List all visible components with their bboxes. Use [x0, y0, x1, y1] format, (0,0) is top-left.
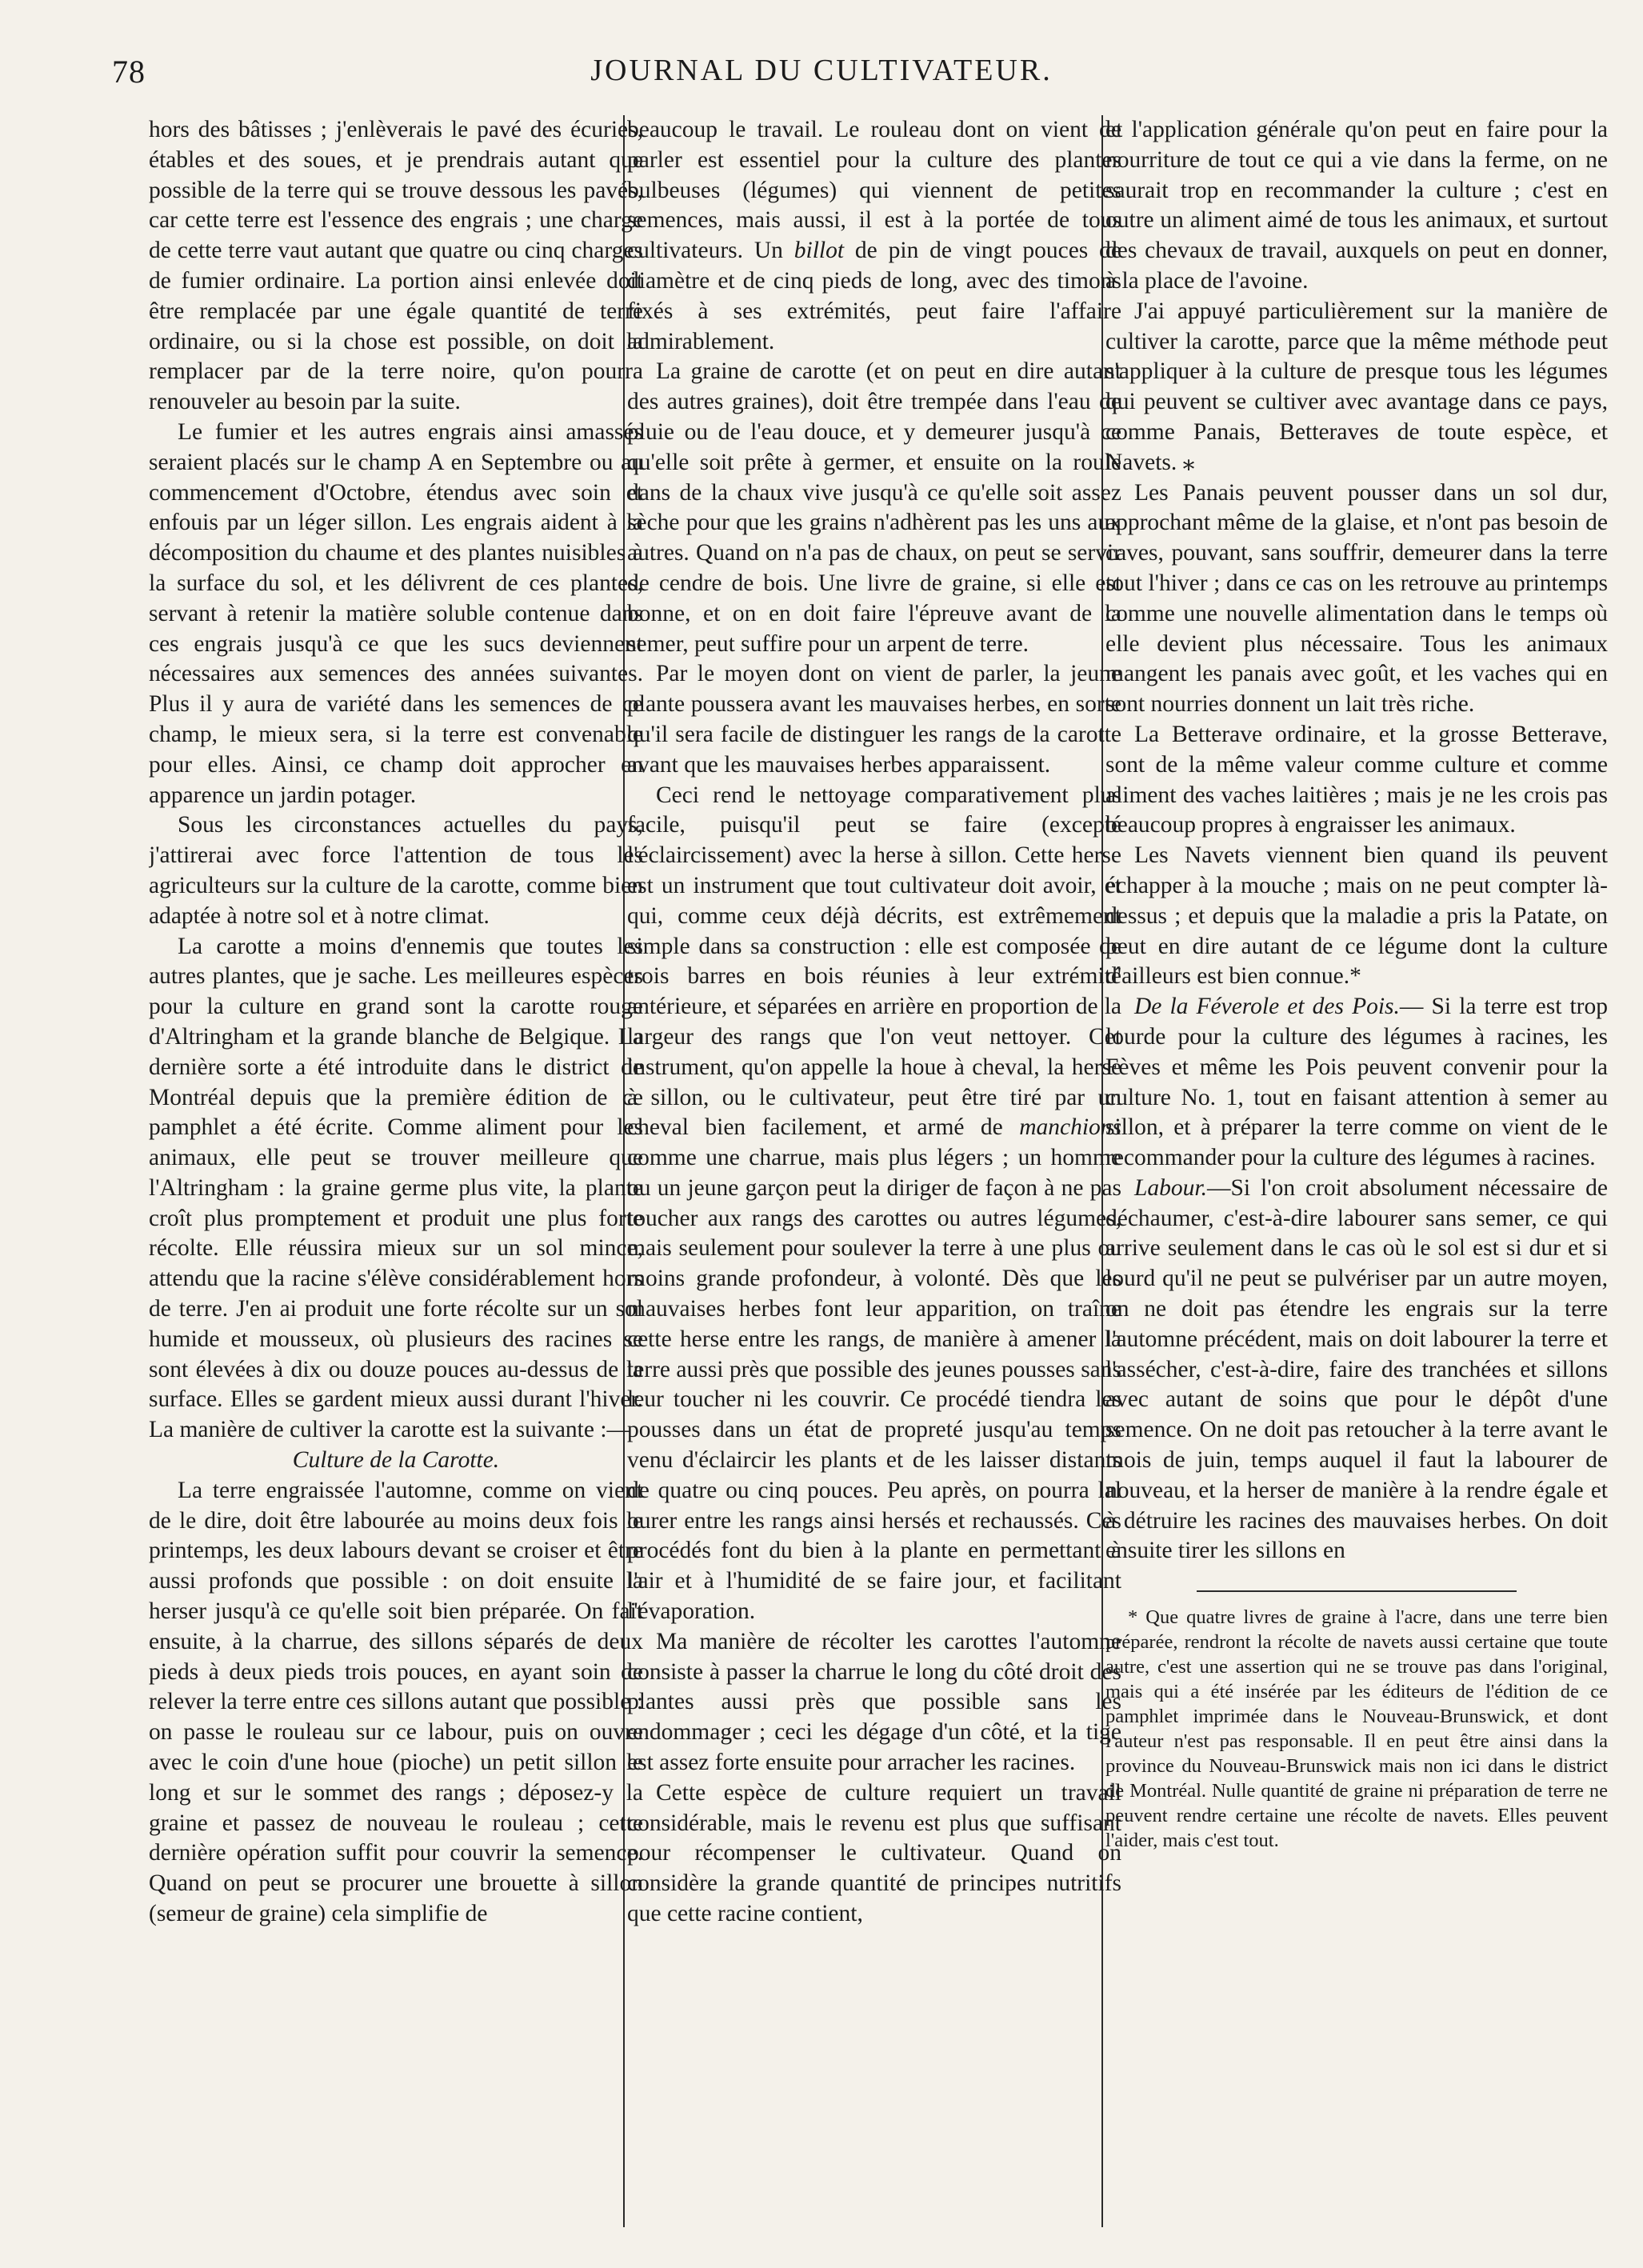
text-column-3 — [1105, 115, 1608, 2227]
text-column-1 — [149, 115, 643, 2227]
paragraph: Par le moyen dont on vient de parler, la jeune plante poussera avant les mauvaises herbes, en sorte qu'il sera facile de distinguer les rangs de la carotte avant que les mauvaises herbes apparaissent. — [627, 661, 1121, 778]
paragraph: Les Panais peuvent pousser dans un sol dur, approchant même de la glaise, et n'ont pas besoin de caves, pouvant, sans souffrir, demeurer dans la terre tout l'hiver ; dans ce cas on les retrouve au printemps comme une nouvelle alimentation dans le temps où elle devient plus nécessaire. Tous les animaux mangent les panais avec goût, et les vaches qui en sont nourries donnent un lait très riche. — [1105, 479, 1608, 718]
paragraph — [1105, 992, 1608, 1174]
italic-heading: Labour. — [1134, 1174, 1207, 1201]
running-title: JOURNAL DU CULTIVATEUR. — [590, 54, 1053, 87]
text-run: — Si la terre est trop lourde pour la culture des légumes à racines, les Fèves et même les Pois peuvent convenir pour la culture No. 1, tout en faisant attention à semer au sillon, et à préparer la terre comme on vient de le recommander pour la culture des légumes à racines. — [1105, 994, 1608, 1171]
italic-term: manchions — [1019, 1114, 1121, 1141]
italic-term: billot — [794, 238, 845, 264]
paragraph: Les Navets viennent bien quand ils peuvent échapper à la mouche ; mais on ne peut compter là-dessus ; et depuis que la maladie a pris la Patate, on peut en dire autant de ce légume dont la culture d'ailleurs est bien connue.* — [1105, 842, 1608, 990]
section-title: Culture de la Carotte. — [292, 1447, 500, 1474]
paragraph — [627, 781, 1121, 1627]
paragraph: Le fumier et les autres engrais ainsi amassés seraient placés sur le champ A en Septembre ou au commencement d'Octobre, étendus avec soin et enfouis par un léger sillon. Les engrais aident à la décomposition du chaume et des plantes nuisibles à la surface du sol, et les délivrent de ces plantes, servant à retenir la matière soluble contenue dans ces engrais jusqu'à ce que les sucs deviennent nécessaires aux semences des années suivantes. Plus il y aura de variété dans les semences de ce champ, le mieux sera, si la terre est convenable pour elles. Ainsi, ce champ doit approcher en apparence un jardin potager. — [149, 418, 643, 808]
text-column-2 — [627, 115, 1121, 2227]
paragraph: Cette espèce de culture requiert un travail considérable, mais le revenu est plus que suffisant pour récompenser le cultivateur. Quand on considère la grande quantité de principes nutritifs que cette racine contient, — [627, 1779, 1121, 1927]
paragraph: La Betterave ordinaire, et la grosse Betterave, sont de la même valeur comme culture et comme aliment des vaches laitières ; mais je ne les crois pas beaucoup propres à engraisser les animaux. — [1105, 721, 1608, 838]
paragraph — [1105, 1174, 1608, 1566]
footnote-divider — [1197, 1590, 1517, 1592]
paragraph: Ma manière de récolter les carottes l'automne consiste à passer la charrue le long du côté droit des plantes aussi près que possible sans les endommager ; ceci les dégage d'un côté, et la tige est assez forte ensuite pour arracher les racines. — [627, 1628, 1121, 1776]
paragraph: La carotte a moins d'ennemis que toutes les autres plantes, que je sache. Les meilleures espèces pour la culture en grand sont la carotte rouge d'Altringham et la grande blanche de Belgique. La dernière sorte a été introduite dans le district de Montréal depuis que la première édition de ce pamphlet a été écrite. Comme aliment pour les animaux, elle peut se trouver meilleure que l'Altringham : la graine germe plus vite, la plante croît plus promptement et produit une plus forte récolte. Elle réussira mieux sur un sol mince, attendu que la racine s'élève considérablement hors de terre. J'en ai produit une forte récolte sur un sol humide et mousseux, où plusieurs des racines se sont élevées à dix ou douze pouces au-dessus de la surface. Elles se gardent mieux aussi durant l'hiver. La manière de cultiver la carotte est la suivante :— — [149, 933, 643, 1443]
text-run: —Si l'on croit absolument nécessaire de déchaumer, c'est-à-dire labourer sans semer, ce qui arrive seulement dans le cas où le sol est si dur et si lourd qu'il ne peut se pulvériser par un autre moyen, on ne doit pas étendre les engrais sur la terre l'automne précédent, mais on doit labourer la terre et l'assécher, c'est-à-dire, faire des tranchées et sillons avec autant de soins que pour le dépôt d'une semence. On ne doit pas retoucher à la terre avant le mois de juin, temps auquel il faut la labourer de nouveau, et la herser de manière à la rendre égale et à détruire les racines des mauvaises herbes. On doit ensuite tirer les sillons en — [1105, 1174, 1608, 1564]
page-number: 78 — [112, 54, 146, 90]
page-header — [0, 53, 1643, 101]
paragraph — [627, 115, 1121, 357]
paragraph: et l'application générale qu'on peut en faire pour la nourriture de tout ce qui a vie dans la ferme, on ne saurait trop en recommander la culture ; c'est en outre un aliment aimé de tous les animaux, et surtout des chevaux de travail, auxquels on peut en donner, à la place de l'avoine. — [1105, 117, 1608, 294]
text-run: de pin de vingt pouces de diamètre et de cinq pieds de long, avec des timons fixés à ses extrémités, peut faire l'affaire admirablement. — [627, 238, 1121, 354]
paragraph: La terre engraissée l'automne, comme on vient de le dire, doit être labourée au moins deux fois le printemps, les deux labours devant se croiser et être aussi profonds que possible : on doit ensuite la herser jusqu'à ce qu'elle soit bien préparée. On fait ensuite, à la charrue, des sillons séparés de deux pieds à deux pieds trois pouces, en ayant soin de relever la terre entre ces sillons autant que possible : on passe le rouleau sur ce labour, puis on ouvre avec le coin d'une houe (pioche) un petit sillon le long et sur le sommet des rangs ; déposez-y la graine et passez de nouveau le rouleau ; cette dernière opération suffit pour couvrir la semence. Quand on peut se procurer une brouette à sillon (semeur de graine) cela simplifie de — [149, 1477, 643, 1927]
footnote: * Que quatre livres de graine à l'acre, dans une terre bien préparée, rendront la récolte de navets aussi certaine que toute autre, c'est une assertion qui ne se trouve pas dans l'original, mais qui a été insérée par les éditeurs de l'édition de ce pamphlet imprimée dans le Nouveau-Brunswick, et dont l'auteur n'est pas responsable. Il en peut être ainsi dans la province du Nouveau-Brunswick mais non ici dans le district de Montréal. Nulle quantité de graine ni préparation de terre ne peuvent rendre certaine une récolte de navets. Elles peuvent l'aider, mais c'est tout. — [1105, 1606, 1608, 1852]
paragraph: Sous les circonstances actuelles du pays, j'attirerai avec force l'attention de tous les agriculteurs sur la culture de la carotte, comme bien adaptée à notre sol et à notre climat. — [149, 812, 643, 929]
text-run: Ceci rend le nettoyage comparativement plus facile, puisqu'il peut se faire (excepté l'éclaircissement) avec la herse à sillon. Cette herse est un instrument que tout cultivateur doit avoir, et qui, comme ceux déjà décrits, est extrêmement simple dans sa construction : elle est composée de trois barres en bois réunies à leur extrémité antérieure, et séparées en arrière en proportion de la largeur des rangs que l'on veut nettoyer. Cet instrument, qu'on appelle la houe à cheval, la herse à sillon, ou le cultivateur, peut être tiré par un cheval bien facilement, et armé de — [627, 782, 1121, 1141]
paragraph: hors des bâtisses ; j'enlèverais le pavé des écuries, étables et des soues, et je prendrais autant que possible de la terre qui se trouve dessous les pavés, car cette terre est l'essence des engrais ; une charge de cette terre vaut autant que quatre ou cinq charges de fumier ordinaire. La portion ainsi enlevée doit être remplacée par une égale quantité de terre ordinaire, ou si la chose est possible, on doit la remplacer par de la terre noire, qu'on pourra renouveler au besoin par la suite. — [149, 117, 643, 415]
text-run: beaucoup le travail. Le rouleau dont on vient de parler est essentiel pour la culture des plantes bulbeuses (légumes) qui viennent de petites semences, mais aussi, il est à la portée de tous cultivateurs. Un — [627, 117, 1121, 264]
text-run: comme une charrue, mais plus légers ; un homme ou un jeune garçon peut la diriger de façon à ne pas toucher aux rangs des carottes ou autres légumes, mais seulement pour soulever la terre à une plus ou moins grande profondeur, à volonté. Dès que les mauvaises herbes font leur apparition, on traîne cette herse entre les rangs, de manière à amener la terre aussi près que possible des jeunes pousses sans leur toucher ni les couvrir. Ce procédé tiendra les pousses dans un état de propreté jusqu'au temps venu d'éclaircir les plants et de les laisser distants de quatre ou cinq pouces. Peu après, on pourra lal ourer entre les rangs ainsi hersés et rechaussés. Ces procédés font du bien à la plante en permettant à l'air et à l'humidité de se faire jour, et facilitant l'évaporation. — [627, 1145, 1121, 1625]
paragraph: La graine de carotte (et on peut en dire autant des autres graines), doit être trempée dans l'eau de pluie ou de l'eau douce, et y demeurer jusqu'à ce qu'elle soit prête à germer, et ensuite on la roule dans de la chaux vive jusqu'à ce qu'elle soit assez sèche pour que les grains n'adhèrent pas les uns aux autres. Quand on n'a pas de chaux, on peut se servir de cendre de bois. Une livre de graine, si elle est bonne, et on en doit faire l'épreuve avant de la semer, peut suffire pour un arpent de terre. — [627, 358, 1121, 657]
paragraph: J'ai appuyé particulièrement sur la manière de cultiver la carotte, parce que la même méthode peut s'appliquer à la culture de presque tous les légumes qui peuvent se cultiver avec avantage dans ce pays, comme Panais, Betteraves de toute espèce, et Navets. ⁎ — [1105, 298, 1608, 475]
italic-heading: De la Féverole et des Pois. — [1134, 994, 1400, 1020]
